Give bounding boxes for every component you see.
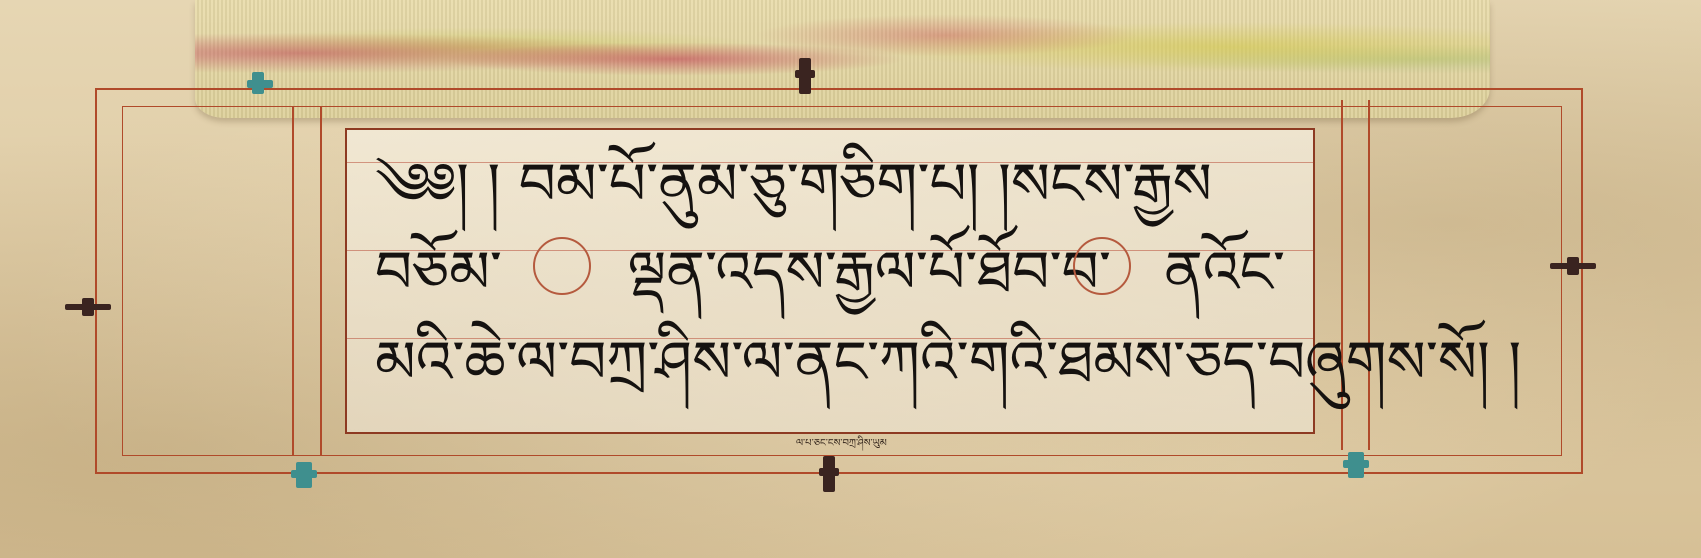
text-line-3 — [375, 322, 1522, 402]
line-2-part-1: བཅོམ་ — [375, 238, 502, 306]
right-bottom-green-stud — [1348, 452, 1364, 478]
text-panel — [345, 128, 1522, 434]
line-1-text: ༄༅། ། བམ་པོ་ནུམ་ཅུ་གཅིག་པ། །སངས་རྒྱས — [375, 150, 1212, 218]
right-decorative-circle — [1073, 237, 1131, 295]
bottom-binding-stud — [823, 456, 835, 492]
margin-note: ལ་པ་ཅང་ངས་བཀྲ་ཤིས་ཡུམ — [796, 438, 887, 449]
right-binding-hole — [1550, 263, 1596, 269]
text-line-2 — [375, 232, 1285, 312]
left-pillar-line — [320, 106, 322, 456]
left-decorative-circle — [533, 237, 591, 295]
top-binding-stud — [799, 58, 811, 94]
left-binding-hole — [65, 304, 111, 310]
left-pillar-line — [292, 106, 294, 456]
right-pillar-line — [1341, 100, 1343, 450]
text-line-1 — [375, 144, 1285, 224]
line-3-text: མའི་ཆེ་ལ་བཀྲ་ཤིས་ལ་ནང་ཀའི་གའི་ཐམས་ཅད་བཞུགས་སོ། ། — [375, 328, 1522, 396]
left-bottom-green-stud — [296, 462, 312, 488]
line-2-part-2: ལྡན་འདས་རྒྱལ་པོ་ཐོབ་བ་ — [627, 238, 1112, 306]
line-2-part-3: ནའོང་ — [1164, 238, 1285, 306]
left-top-green-stud — [252, 72, 264, 94]
right-pillar-line — [1368, 100, 1370, 450]
